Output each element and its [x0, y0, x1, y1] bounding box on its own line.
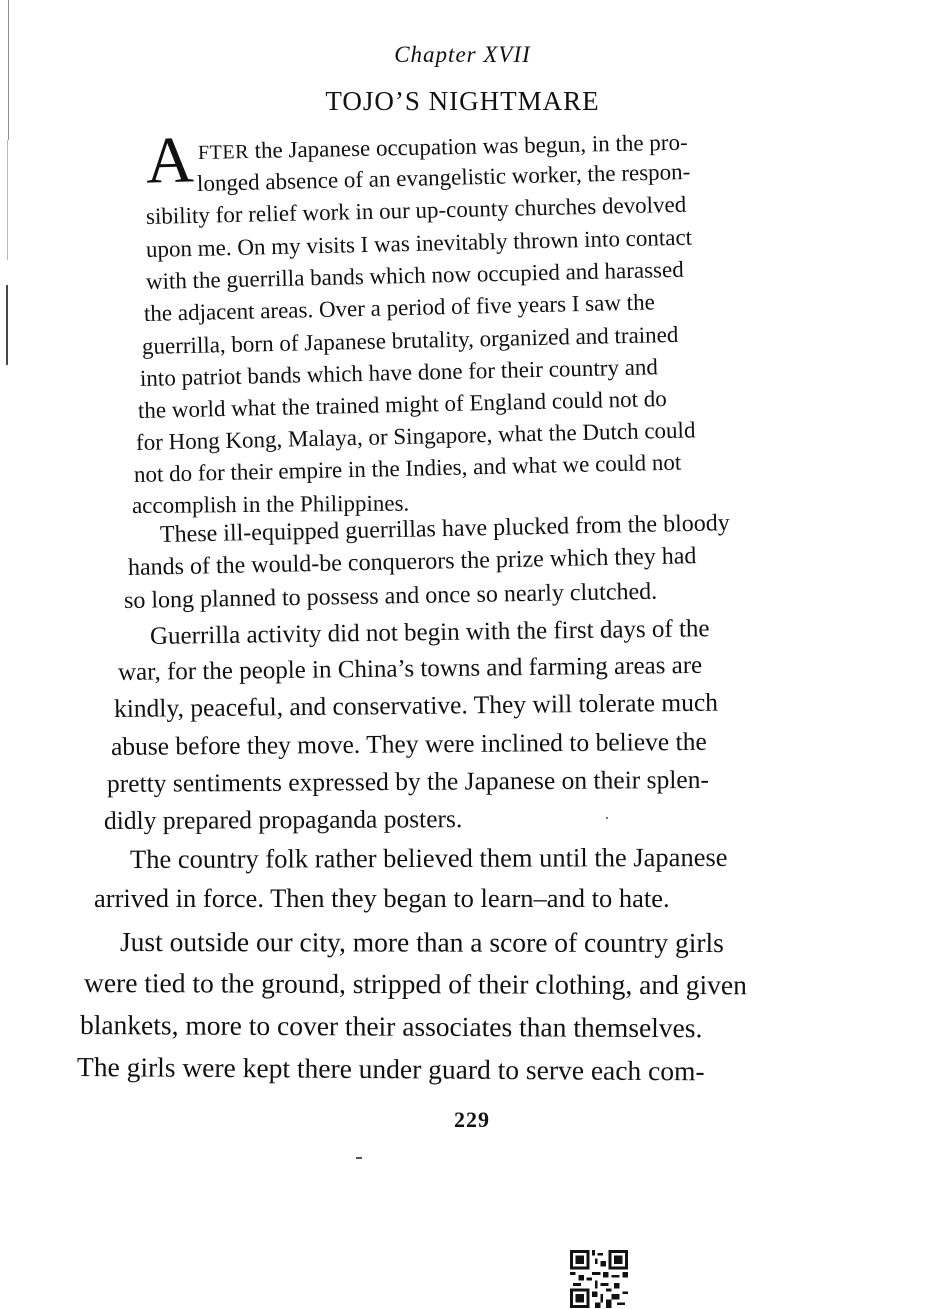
first-word-smallcaps: FTER	[197, 141, 250, 164]
page-spine-shadow	[6, 285, 8, 365]
print-speck	[606, 817, 608, 819]
body-line: abuse before they move. They were inclined to believe the	[110, 726, 707, 761]
body-line: Just outside our city, more than a score of country girls	[119, 926, 724, 959]
body-line: war, for the people in China’s towns and farming areas are	[117, 651, 703, 686]
body-line: the world what the trained might of England could not do	[137, 386, 668, 423]
body-line: sibility for relief work in our up-county churches devolved	[145, 191, 687, 229]
body-line: The girls were kept there under guard to serve each com-	[76, 1051, 705, 1087]
body-line: not do for their empire in the Indies, and what we could not	[133, 449, 682, 487]
body-line: so long planned to possess and once so nearly clutched.	[123, 578, 658, 614]
page-number: 229	[454, 1107, 490, 1132]
body-line: into patriot bands which have done for their country and	[139, 354, 659, 391]
body-line: The country folk rather believed them until the Japanese	[129, 841, 728, 874]
body-line: accomplish in the Philippines.	[131, 490, 410, 518]
body-line-text: the Japanese occupation was begun, in the pro-	[248, 129, 688, 164]
body-line: longed absence of an evangelistic worker, the respon-	[196, 158, 691, 196]
body-line: the adjacent areas. Over a period of five years I saw the	[143, 289, 656, 326]
body-line: guerrilla, born of Japanese brutality, organized and trained	[141, 321, 679, 359]
body-line: kindly, peaceful, and conservative. They will tolerate much	[113, 687, 719, 723]
chapter-heading: Chapter XVII	[394, 42, 531, 67]
body-line: for Hong Kong, Malaya, or Singapore, what the Dutch could	[135, 417, 696, 455]
page-spine-shadow	[8, 0, 9, 140]
body-line: hands of the would-be conquerors the prize which they had	[127, 543, 697, 581]
page-spine-shadow	[7, 140, 8, 260]
drop-cap: A	[145, 123, 195, 198]
body-line: blankets, more to cover their associates than themselves.	[79, 1009, 703, 1044]
body-line	[198, 131, 688, 163]
body-line: arrived in force. Then they began to learn–and to hate.	[94, 883, 670, 913]
body-line: with the guerrilla bands which now occupied and harassed	[145, 256, 684, 294]
body-line: upon me. On my visits I was inevitably thrown into contact	[145, 224, 693, 262]
body-line: were tied to the ground, stripped of their clothing, and given	[83, 967, 747, 1001]
print-mark	[356, 1157, 362, 1159]
qr-code-icon	[570, 1250, 628, 1308]
chapter-title: TOJO’S NIGHTMARE	[325, 86, 600, 116]
body-line: Guerrilla activity did not begin with the first days of the	[149, 615, 710, 650]
body-line: pretty sentiments expressed by the Japanese on their splen-	[106, 764, 710, 798]
body-line: didly prepared propaganda posters.	[103, 804, 463, 835]
body-line: These ill-equipped guerrillas have plucked from the bloody	[159, 510, 730, 548]
